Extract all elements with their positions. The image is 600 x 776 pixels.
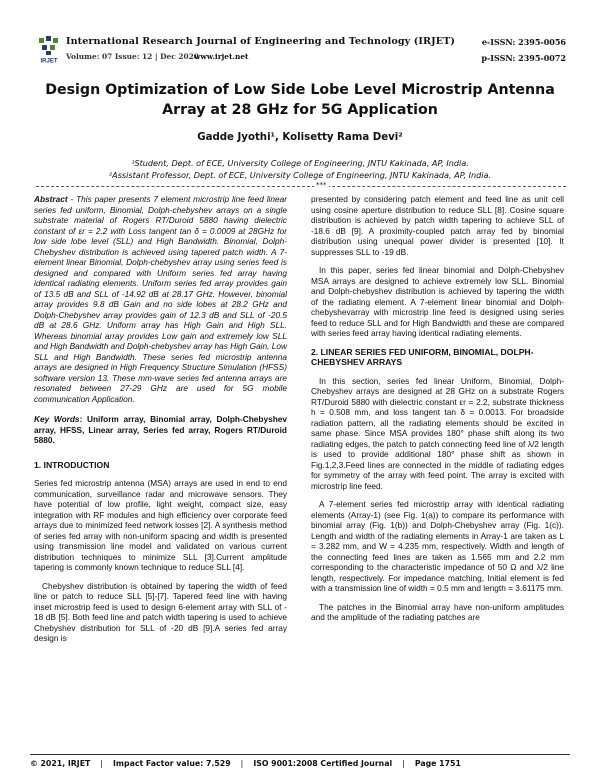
keywords-label: Key Words	[34, 414, 80, 424]
right-paragraph-5: The patches in the Binomial array have non-uniform amplitudes and the amplitude of the radiating patches are	[311, 601, 564, 622]
website-link[interactable]: www.irjet.net	[194, 52, 249, 61]
right-paragraph-4: A 7-element series fed microstrip array with identical radiating elements (Array-1) (see Fig. 1(a)) to compare its performance with binomial array (Fig. 1(b)) and Dolph-Chebyshev array (Fig. 1(c)). Length and width of the radiating elements in Array-1 are taken as L = 3.282 mm, and W = 4.235 mm, respectively. Width and length of the connecting feed lines are taken as 1.565 mm and 2.2 mm corresponding to the characteristic impedance of 50 Ω and λ/2 line length, respectively. For impedance matching, Initial element is fed with a transmission line of width = 0.5 mm and length = 3.61175 mm.	[311, 499, 564, 593]
intro-paragraph-2: Chebyshev distribution is obtained by tapering the width of feed line or patch to reduce SLL [5]-[7]. Tapered feed line with having inset microstrip feed is used to design 6-element array with SLL of - 18 dB [5]. Both feed line and patch width tapering is used to achieve Chebyshev distribution for SLL of -20 dB [9].A series fed array design is	[34, 580, 287, 643]
left-column	[34, 194, 287, 652]
right-paragraph-1: presented by considering patch element and feed line as unit cell using cosine aperture distribution to reduce SLL [8]. Cosine square distribution is achieved by patch width tapering to achieve SLL of -18.6 dB [9]. A proximity-coupled patch array fed by binomial distribution using unequal power divider is presented [10]. It suppresses SLL to -19 dB.	[311, 194, 564, 257]
intro-paragraph-1: Series fed microstrip antenna (MSA) arrays are used in end to end communication, surveillance radar and microwave sensors. They have potential of low profile, light weight, compact size, easy integration with RF modules and high efficiency over corporate feed arrays due to minimized feed network losses [2]. A synthesis method of series fed array with non-uniform spacing and width is presented using transmission line model and validated on various current distribution techniques to minimize SLL [3].Current amplitude tapering is commonly known technique to reduce SLL [4].	[34, 478, 287, 572]
volume-issue-text: Volume: 07 Issue: 12 | Dec 2020	[66, 52, 199, 61]
footer-copyright: © 2021, IRJET	[30, 759, 91, 768]
e-issn: e-ISSN: 2395-0056	[481, 37, 566, 47]
separator-mark: ***	[316, 182, 327, 189]
intro-heading: 1. INTRODUCTION	[34, 459, 110, 470]
right-paragraph-2: In this paper, series fed linear binomial and Dolph-Chebyshev MSA arrays are designed to achieve extremely low SLL. Binomial and Dolph-chebyshev distribution is achieved by tapering the width of the radiating element. A 7-element linear binomial and Dolph-chebyshevarray with microstrip line feed is designed using series feed to reduce SLL and for High Bandwidth and these are compared with series feed array having identical radiating elements.	[311, 265, 564, 338]
keywords-text: : Uniform array, Binomial array, Dolph-Chebyshev array, HFSS, Linear array, Series fed array, Rogers RT/Duroid 5880.	[34, 414, 288, 445]
abstract	[34, 194, 287, 404]
abstract-label: Abstract	[34, 194, 68, 204]
paper-authors: Gadde Jyothi¹, Kolisetty Rama Devi²	[197, 132, 403, 143]
journal-header	[36, 34, 566, 66]
paper-title: Design Optimization of Low Side Lobe Level Microstrip Antenna Array at 28 GHz for 5G Application	[45, 82, 555, 118]
footer-iso: ISO 9001:2008 Certified Journal	[253, 759, 393, 768]
p-issn: p-ISSN: 2395-0072	[481, 53, 566, 63]
affiliation-1: ¹Student, Dept. of ECE, University College of Engineering, JNTU Kakinada, AP, India.	[131, 158, 469, 168]
footer-impact-factor: Impact Factor value: 7.529	[112, 759, 231, 768]
abstract-text: - This paper presents 7 element microstrip line feed linear series fed uniform, Binomial, Dolph-chebyshev arrays on a single substrate material of Rogers RT/Duroid 5880 having dielectric constant of εr = 2.2 with Loss tangent tan δ = 0.0009 at 28GHz for low side lobe level (SLL) and High Bandwidth. Binomial, Dolph-Chebyshev distribution is achieved using tapered patch width. A 7-element linear Binomial, Dolph-chebyshev array using series feed is designed and compared with Uniform series fed array having identical radiating elements. Uniform series fed array provides gain of 13.5 dB and SLL of -14.92 dB at 28.17 GHz. However, binomial array provides 9.8 dB Gain and no side lobes at 28.2 GHz and Dolph-Chebyshev array provides gain of 12.3 dB and SLL of -20.5 dB at 28.6 GHz. Uniform array has High Gain and High SLL. Whereas binomial array provides Low gain and extremely low SLL and High Bandwidth and Dolph-chebyshev array has High Gain, Low SLL and High Bandwidth. These series fed microstrip antenna arrays are designed in High Frequency Structure Simulation (HFSS) software version 13. These mm-wave series fed antenna arrays are resonated between 27-29 GHz are used for 5G mobile communication Application.	[34, 194, 287, 404]
journal-name: International Research Journal of Engineering and Technology (IRJET)	[66, 36, 456, 47]
volume-issue	[66, 52, 249, 61]
right-paragraph-3: In this section, series fed linear Uniform, Binomial, Dolph-Chebyshev arrays are designed at 28 GHz on a substrate Rogers RT/Duroid 5880 with dielectric constant εr = 2.2, substrate thickness h = 0.508 mm, and loss tangent tan δ = 0.0013. For broadside radiation pattern, all the radiating elements should be excited in same phase. Since MSA provides 180° phase shift along its two radiating edges, the patch to patch connecting feed line of λ/2 length is used to provide additional 180° phase shift as shown in Fig.1,2,3.Feed lines are connected in the middle of radiating edges for symmetry of the array with feed point. The array is excited with microstrip line feed.	[311, 375, 564, 491]
affiliation-2: ²Assistant Professor, Dept. of ECE, University College of Engineering, JNTU Kakinada, AP, India.	[108, 170, 492, 180]
separator-line	[36, 186, 566, 187]
keywords	[34, 414, 287, 446]
section-2-heading: 2. LINEAR SERIES FED UNIFORM, BINOMIAL, DOLPH-CHEBYSHEV ARRAYS	[311, 346, 534, 367]
footer-page-number: Page 1751	[414, 759, 461, 768]
right-column	[311, 194, 564, 631]
section-separator	[36, 182, 566, 190]
logo-text: IRJET	[40, 58, 58, 64]
irjet-logo	[36, 34, 62, 64]
page-footer: © 2021, IRJET | Impact Factor value: 7.529 | ISO 9001:2008 Certified Journal | Page 1751	[30, 754, 570, 768]
